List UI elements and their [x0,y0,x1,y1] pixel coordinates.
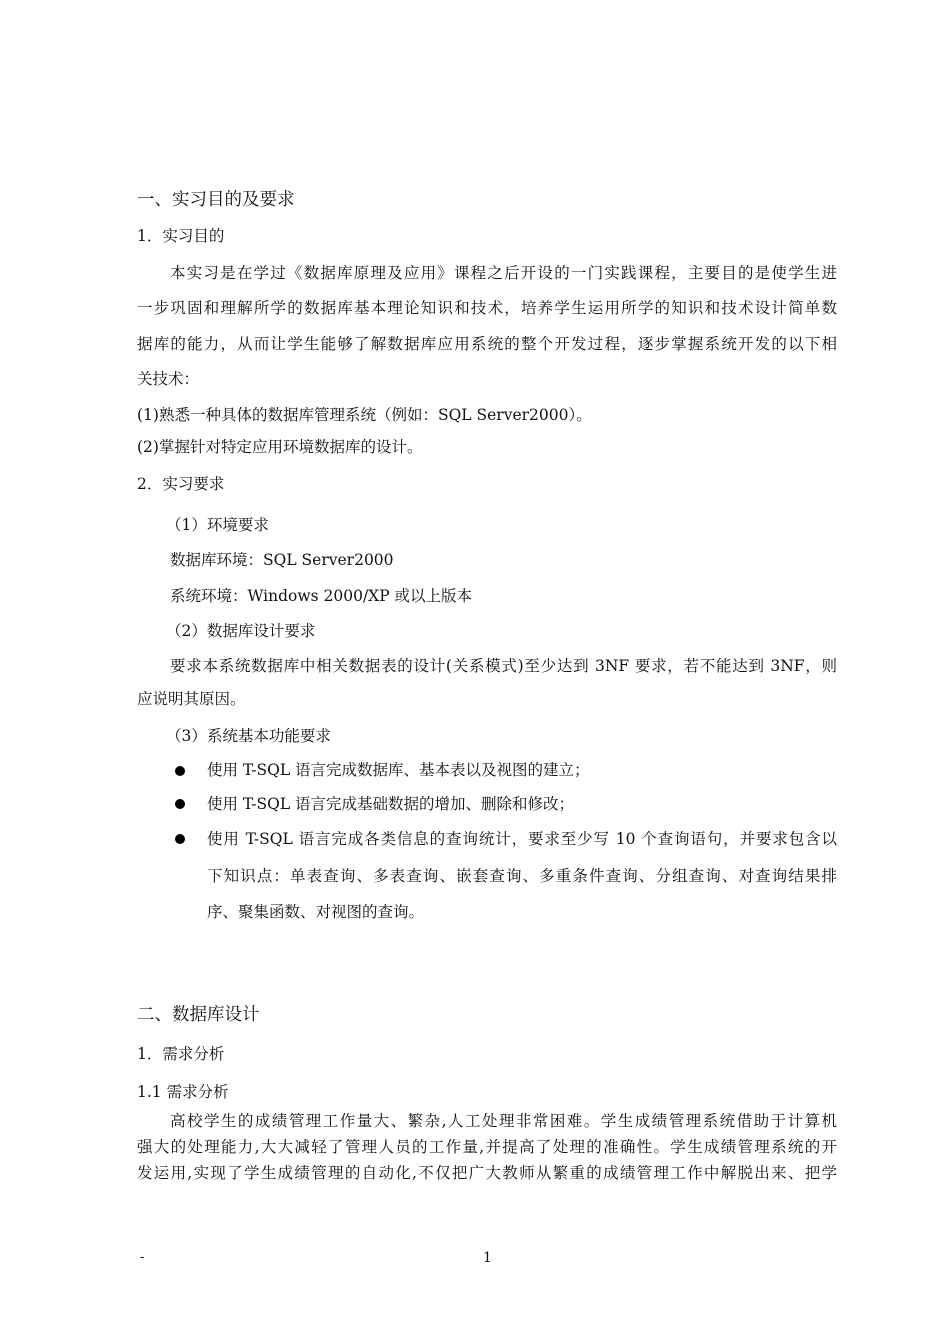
section-heading: 一、实习目的及要求 [137,190,295,210]
bullet-item: 使用 T-SQL 语言完成基础数据的增加、删除和修改； [207,795,575,813]
page-number: 1 [483,1250,492,1266]
paragraph-line: 据库的能力，从而让学生能够了解数据库应用系统的整个开发过程，逐步掌握系统开发的以下相 [137,335,837,353]
list-item: (1)熟悉一种具体的数据库管理系统（例如：SQL Server2000）。 [137,406,592,424]
paragraph-line: 强大的处理能力,大大减轻了管理人员的工作量,并提高了处理的准确性。学生成绩管理系统的开 [137,1138,837,1156]
subsection-heading: 2．实习要求 [137,475,225,493]
bullet-icon [175,834,185,844]
bullet-icon [175,766,185,776]
section-heading: 二、数据库设计 [137,1005,260,1025]
paragraph-line: 数据库环境：SQL Server2000 [170,551,394,569]
requirement-heading: （3）系统基本功能要求 [166,727,331,745]
paragraph-line: 高校学生的成绩管理工作量大、繁杂,人工处理非常困难。学生成绩管理系统借助于计算机 [170,1112,837,1130]
bullet-icon [175,799,185,809]
subsection-heading: 1．实习目的 [137,227,225,245]
paragraph-line: 发运用,实现了学生成绩管理的自动化,不仅把广大教师从繁重的成绩管理工作中解脱出来、把学 [137,1164,837,1182]
subsection-heading: 1.1 需求分析 [137,1083,229,1101]
subsection-heading: 1．需求分析 [137,1045,225,1063]
paragraph-line: 一步巩固和理解所学的数据库基本理论知识和技术，培养学生运用所学的知识和技术设计简单数 [137,299,837,317]
bullet-item-continuation: 序、聚集函数、对视图的查询。 [207,903,425,921]
bullet-item-continuation: 下知识点：单表查询、多表查询、嵌套查询、多重条件查询、分组查询、对查询结果排 [207,867,837,885]
paragraph-line: 本实习是在学过《数据库原理及应用》课程之后开设的一门实践课程，主要目的是使学生进 [170,264,837,282]
bullet-item: 使用 T-SQL 语言完成数据库、基本表以及视图的建立； [207,761,590,779]
requirement-heading: （1）环境要求 [166,516,269,534]
paragraph-line: 系统环境：Windows 2000/XP 或以上版本 [170,587,473,605]
paragraph-line: 关技术： [137,370,200,388]
paragraph-line: 应说明其原因。 [137,690,246,708]
list-item: (2)掌握针对特定应用环境数据库的设计。 [137,438,423,456]
requirement-heading: （2）数据库设计要求 [166,622,316,640]
footer-dash: - [140,1250,145,1265]
bullet-item: 使用 T-SQL 语言完成各类信息的查询统计，要求至少写 10 个查询语句，并要求包含以 [207,830,837,848]
paragraph-line: 要求本系统数据库中相关数据表的设计(关系模式)至少达到 3NF 要求，若不能达到 3NF，则 [170,657,837,675]
